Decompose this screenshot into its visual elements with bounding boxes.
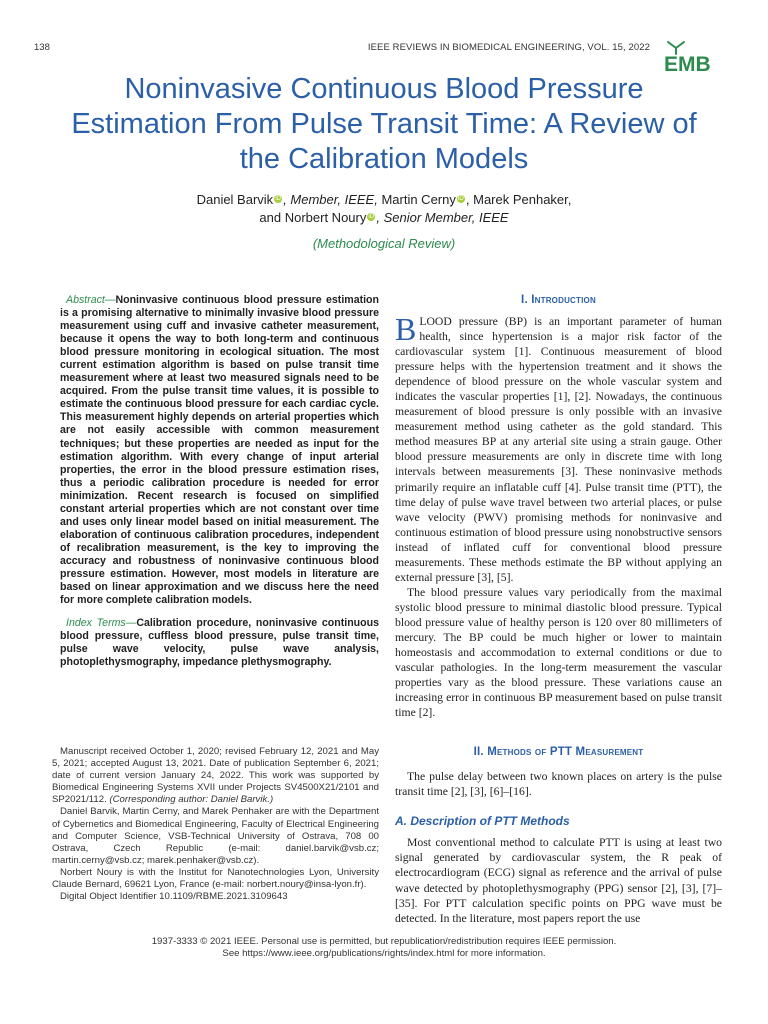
abstract-label: Abstract—	[66, 294, 116, 306]
methods-paragraph: Most conventional method to calculate PTT is using at least two signal generated by cardiovascular system, the R peak of electrocardiogram (ECG) signal as reference and the arrival of pulse wave detected by photoplethysmography (PPG) sensor [2], [3], [7]–[35]. For PTT calculation specific points on PPG wave must be detected. In the literature, most papers report the use	[395, 836, 722, 925]
author-separator: ,	[465, 192, 470, 207]
author-list	[80, 191, 688, 227]
copyright-footer	[80, 936, 688, 960]
index-terms-text: Calibration procedure, noninvasive continuous blood pressure, cuffless blood pressure, pulse transit time, pulse wave velocity, pulse wave analysis, photoplethysmography, impedance plethysmography.	[60, 617, 379, 669]
abstract-text: Noninvasive continuous blood pressure estimation is a promising alternative to minimally invasive blood pressure measurement using cuff and invasive catheter measurement, because it opens the way to both long-term and continuous blood pressure monitoring in ecological situation. The most current estimation algorithm is based on pulse transit time measurement where at least two measured signals need to be acquired. From the pulse transit time values, it is possible to estimate the continuous blood pressure for each cardiac cycle. This measurement highly depends on arterial properties which are not easily accessible with common measurement techniques; but these properties are needed as input for the estimation algorithm. With every change of input arterial properties, the error in the blood pressure estimation rises, thus a periodic calibration procedure is needed for error minimization. Recent research is focused on simplified constant arterial properties which are not constant over time and uses only linear model based on initial measurement. The elaboration of continuous calibration procedures, independent of recalibration measurement, is the key to improving the accuracy and robustness of noninvasive continuous blood pressure estimation. However, most models in literature are based on linear approximation and we discuss here the need for more complete calibration models.	[60, 294, 379, 607]
affiliation-1: Daniel Barvik, Martin Cerny, and Marek Penhaker are with the Department of Cybernetics and Biomedical Engineering, Faculty of Electrical Engineering and Computer Science, VSB-Technical University of Ostrava, 708 00 Ostrava, Czech Republic (e-mail: daniel.barvik@vsb.cz; martin.cerny@vsb.cz; marek.penhaker@vsb.cz).	[52, 806, 379, 866]
index-terms	[60, 617, 379, 669]
section-heading-introduction: I. Introduction	[521, 294, 596, 306]
methods-paragraph: The pulse delay between two known places on artery is the pulse transit time [2], [3], [6]–[16].	[395, 770, 722, 799]
page-number: 138	[34, 42, 50, 53]
orcid-icon[interactable]: iD	[275, 196, 282, 202]
affiliation-2: Norbert Noury is with the Institut for Nanotechnologies Lyon, University Claude Bernard, 69621 Lyon, France (e-mail: norbert.noury@insa-lyon.fr).	[52, 866, 379, 891]
introduction-paragraph-text: LOOD pressure (BP) is an important parameter of human health, since hypertension is a major risk factor of the cardiovascular system [1]. Continuous measurement of blood pressure helps with the hypertension treatment and it shows the dependence of blood pressure on the whole vascular system and indicates the vascular properties [1], [2]. Nowadays, the continuous measurement of blood pressure is only possible with an invasive measurement method using catheter as the gold standard. This method measures BP at any arterial site using a strain gauge. Other blood pressure measurements are only in discrete time with long intervals between measurements [3]. These noninvasive methods primarily require an inflatable cuff [4]. Pulse transit time (PTT), the time delay of pulse wave travel between two arterial places, or pulse wave velocity (PWV) promising methods for noninvasive and continuous estimation of blood pressure using nonobstructive sensors instead of inflated cuff for conventional blood pressure measurements. These methods estimate the BP without applying an external pressure [3], [5].	[395, 315, 722, 584]
emb-logo	[662, 38, 722, 76]
introduction-paragraph: The blood pressure values vary periodically from the maximal systolic blood pressure to minimal diastolic blood pressure. Typical blood pressure value of healthy person is 120 over 80 millimeters of mercury. The BP could be much higher or lower to maintain homeostasis and accommodation to external conditions or due to vascular pathologies. In the long-term measurement the vascular properties vary as the blood pressure. These variations cause an increasing error in continuous BP measurement based on pulse transit time [2].	[395, 585, 722, 720]
subsection-heading: A. Description of PTT Methods	[395, 814, 570, 829]
author-name: Marek Penhaker,	[469, 192, 572, 207]
abstract	[60, 294, 379, 607]
doi: Digital Object Identifier 10.1109/RBME.2021.3109643	[60, 891, 288, 903]
rights-link-line[interactable]: See https://www.ieee.org/publications/rights/index.html for more information.	[222, 948, 546, 959]
author-name: Martin Cerny	[377, 192, 456, 207]
manuscript-dates-text: Manuscript received October 1, 2020; revised February 12, 2021 and May 5, 2021; accepted August 13, 2021. Date of publication September 6, 2021; date of current version January 24, 2022. This work was supported by Biomedical Engineering Systems XVII under Projects SV4500X21/2101 and SP2021/112.	[52, 746, 379, 806]
author-role: , Member, IEEE,	[283, 192, 378, 207]
index-terms-label: Index Terms—	[66, 617, 137, 630]
author-role: , Senior Member, IEEE	[376, 210, 509, 225]
copyright-line: 1937-3333 © 2021 IEEE. Personal use is permitted, but republication/redistribution requires IEEE permission.	[151, 936, 617, 947]
body-column	[395, 294, 722, 926]
introduction-paragraph	[395, 311, 722, 585]
abstract-column	[60, 294, 379, 669]
review-type: (Methodological Review)	[312, 236, 456, 251]
corresponding-author: (Corresponding author: Daniel Barvik.)	[106, 794, 274, 806]
logo-text: EMB	[664, 53, 711, 76]
journal-name: IEEE REVIEWS IN BIOMEDICAL ENGINEERING, VOL. 15, 2022	[367, 42, 650, 53]
manuscript-footnote	[52, 746, 379, 903]
author-conjunction: and	[259, 210, 285, 225]
author-name: Norbert Noury	[284, 210, 367, 225]
manuscript-dates	[52, 746, 379, 806]
orcid-icon[interactable]: iD	[368, 214, 375, 220]
author-name: Daniel Barvik	[196, 192, 274, 207]
section-heading-methods: II. Methods of PTT Measurement	[473, 746, 644, 759]
orcid-icon[interactable]: iD	[458, 196, 464, 202]
emb-logo-icon	[662, 38, 722, 76]
paper-title: Noninvasive Continuous Blood Pressure Estimation From Pulse Transit Time: A Review of the Calibration Models	[71, 73, 697, 175]
drop-cap: B	[395, 311, 417, 347]
